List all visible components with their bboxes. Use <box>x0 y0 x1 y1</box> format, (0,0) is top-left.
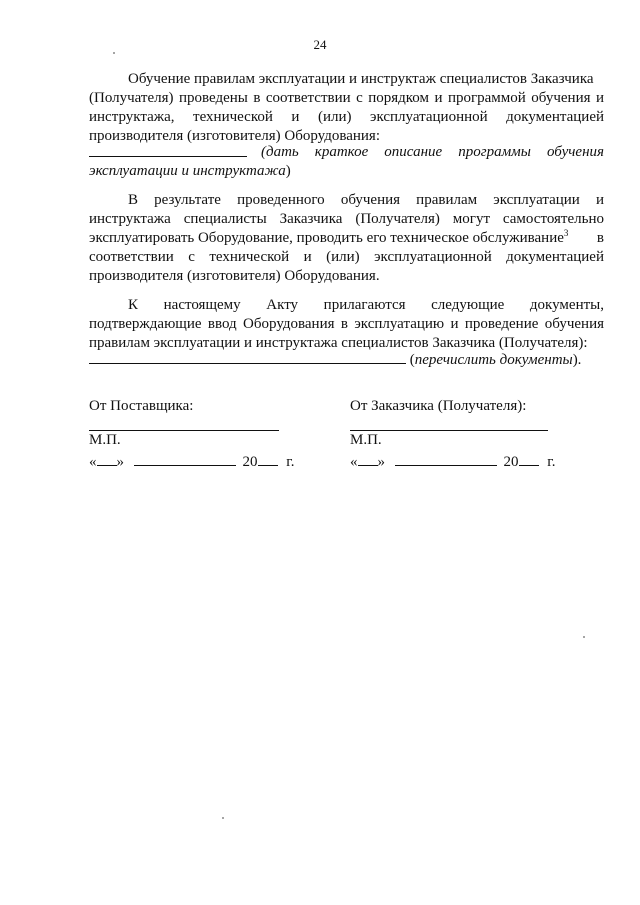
paren-close-dot: ). <box>572 352 582 368</box>
customer-year: 20 <box>503 454 519 470</box>
para2-line5: производителя (изготовителя) Оборудования. <box>89 268 380 284</box>
scan-speck <box>583 636 585 638</box>
customer-month-blank <box>395 451 497 466</box>
scan-speck <box>113 52 115 54</box>
customer-label: От Заказчика (Получателя): <box>350 398 527 414</box>
supplier-year: 20 <box>242 454 258 470</box>
customer-signature-line <box>350 430 548 431</box>
para2-line3-end: в <box>596 230 604 246</box>
page-number: 24 <box>313 37 327 52</box>
scan-speck <box>222 817 224 819</box>
para1-line5 <box>89 142 604 162</box>
para1-line4: производителя (изготовителя) Оборудования: <box>89 128 380 144</box>
para2-line2: инструктажа специалисты Заказчика (Получателя) могут самостоятельно <box>89 211 604 227</box>
supplier-year-blank <box>258 451 278 466</box>
para1-line2: (Получателя) проведены в соответствии с порядком и программой обучения и <box>89 90 604 106</box>
description-hint-cont: эксплуатации и инструктажа <box>89 163 286 179</box>
supplier-stamp: М.П. <box>89 432 121 448</box>
para2-line1: В результате проведенного обучения правилам эксплуатации и <box>128 192 604 208</box>
description-blank <box>89 142 247 157</box>
footnote-ref: 3 <box>563 228 569 238</box>
supplier-day-blank <box>97 451 117 466</box>
para1-line1: Обучение правилам эксплуатации и инструктаж специалистов Заказчика <box>128 71 594 87</box>
supplier-date: « » 20 г. <box>89 451 294 471</box>
para3-line3: правилам эксплуатации и инструктажа специалистов Заказчика (Получателя): <box>89 335 588 351</box>
customer-year-blank <box>519 451 539 466</box>
paren-open: ( <box>409 352 415 368</box>
supplier-label: От Поставщика: <box>89 398 194 414</box>
documents-blank <box>89 349 406 364</box>
documents-hint: перечислить документы <box>414 352 573 368</box>
para2-line3-text: эксплуатировать Оборудование, проводить его техническое обслуживание <box>89 230 564 246</box>
para3-line2: подтверждающие ввод Оборудования в эксплуатацию и проведение обучения <box>89 316 604 332</box>
para1-line3: инструктажа, технической и (или) эксплуатационной документацией <box>89 109 604 125</box>
para1-line6 <box>89 161 604 181</box>
supplier-month-blank <box>134 451 236 466</box>
description-hint: (дать краткое описание программы обучения <box>261 144 604 160</box>
customer-day-blank <box>358 451 378 466</box>
para2-line4: соответствии с технической и (или) эксплуатационной документацией <box>89 249 604 265</box>
paren-close: ) <box>285 163 291 179</box>
customer-stamp: М.П. <box>350 432 382 448</box>
customer-date: « » 20 г. <box>350 451 555 471</box>
para3-line4 <box>89 349 604 369</box>
para2-line3 <box>89 228 604 248</box>
para3-line1: К настоящему Акту прилагаются следующие документы, <box>128 297 604 313</box>
supplier-signature-line <box>89 430 279 431</box>
